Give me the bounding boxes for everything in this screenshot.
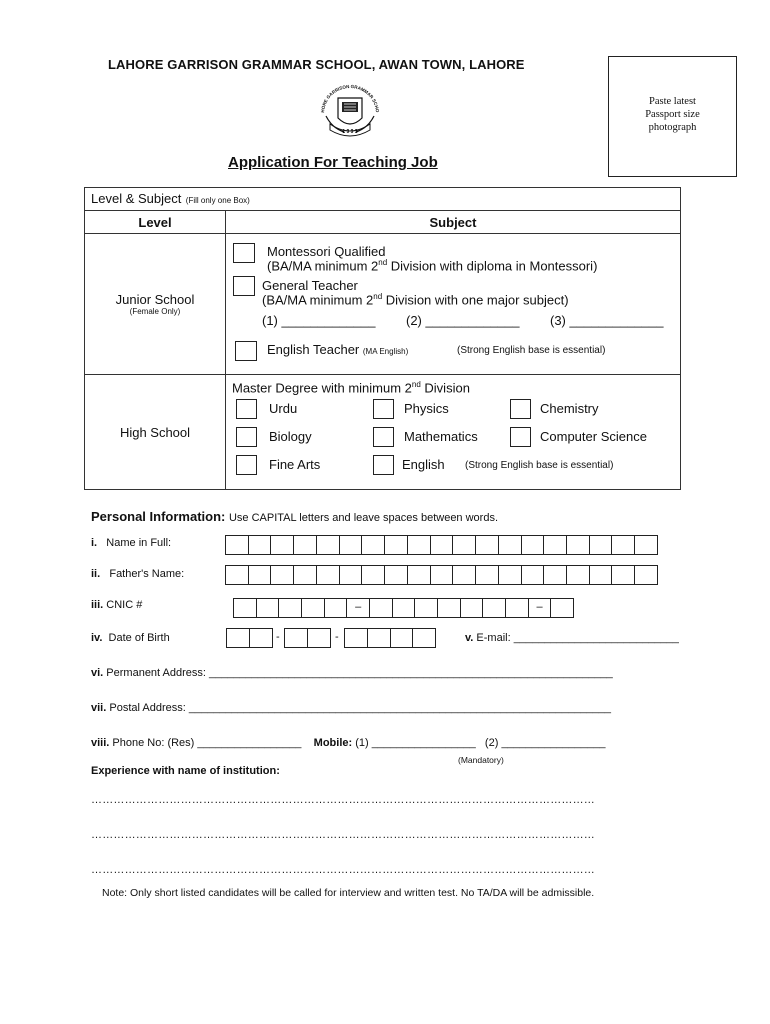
perm-num: vi.	[91, 667, 104, 679]
high-level-cell	[85, 375, 226, 490]
dob-sep-2: -	[335, 631, 339, 643]
dob-sep-1: -	[276, 631, 280, 643]
experience-line-1[interactable]: ………………………………………………………………………………………………………………………	[91, 794, 595, 806]
montessori-title: Montessori Qualified	[267, 244, 386, 259]
general-desc-b: Division with one major subject)	[382, 292, 569, 308]
high-english-note: (Strong English base is essential)	[465, 460, 614, 471]
personal-info-instruction: Use CAPITAL letters and leave spaces between words.	[228, 512, 499, 524]
cnic-label: CNIC #	[106, 599, 143, 611]
subject-chemistry: Chemistry	[540, 401, 599, 416]
subject-fine-arts: Fine Arts	[269, 457, 321, 472]
high-requirement-sup: nd	[411, 380, 421, 389]
junior-level-note: (Female Only)	[129, 307, 181, 316]
school-name: LAHORE GARRISON GRAMMAR SCHOOL, AWAN TOWN, LAHORE	[108, 57, 525, 72]
urdu-checkbox[interactable]	[236, 399, 257, 419]
phone-input[interactable]: _________________	[197, 737, 302, 749]
mathematics-checkbox[interactable]	[373, 427, 394, 447]
cnic-num: iii.	[91, 599, 104, 611]
photo-box	[608, 56, 737, 177]
photo-box-line: Passport size	[645, 109, 700, 120]
personal-info-title: Personal Information:	[91, 509, 226, 524]
subject-urdu: Urdu	[269, 401, 298, 416]
montessori-desc	[267, 258, 597, 273]
mobile-2-input[interactable]: _________________	[501, 737, 606, 749]
father-label: Father's Name:	[109, 568, 185, 580]
experience-label: Experience with name of institution:	[91, 765, 280, 777]
phone-label: Phone No: (Res)	[112, 737, 195, 749]
subject-option-3[interactable]: (3) _____________	[550, 313, 664, 328]
column-header-subject: Subject	[226, 211, 681, 234]
level-subject-table	[84, 187, 681, 490]
subject-option-1[interactable]: (1) _____________	[262, 313, 376, 328]
high-requirement	[232, 380, 470, 395]
email-label: E-mail:	[476, 632, 511, 644]
subject-english: English	[402, 457, 445, 472]
phone-num: viii.	[91, 737, 110, 749]
high-requirement-a: Master Degree with minimum 2	[232, 380, 412, 396]
general-teacher-title: General Teacher	[262, 278, 358, 293]
montessori-desc-b: Division with diploma in Montessori)	[387, 258, 598, 274]
dob-day-boxes[interactable]	[226, 628, 273, 648]
subject-option-2[interactable]: (2) _____________	[406, 313, 520, 328]
postal-address-row	[91, 702, 611, 714]
junior-level-cell	[85, 234, 226, 375]
english-teacher-note: (Strong English base is essential)	[457, 345, 606, 356]
postal-num: vii.	[91, 702, 107, 714]
english-teacher-row	[267, 342, 408, 357]
experience-line-2[interactable]: ………………………………………………………………………………………………………………………	[91, 829, 595, 841]
logo-year: 1 9 9 3	[342, 129, 358, 135]
postal-address-input[interactable]: _____________________________________________________________________	[188, 702, 611, 714]
permanent-address-row	[91, 667, 613, 679]
subject-physics: Physics	[404, 401, 449, 416]
junior-level-label: Junior School	[115, 292, 195, 307]
personal-info-heading	[91, 509, 498, 524]
high-subject-cell	[226, 375, 681, 490]
subject-biology: Biology	[269, 429, 312, 444]
dob-month-boxes[interactable]	[284, 628, 331, 648]
junior-subject-cell	[226, 234, 681, 375]
photo-box-line: Paste latest	[649, 96, 696, 107]
experience-line-3[interactable]: ………………………………………………………………………………………………………………………	[91, 864, 595, 876]
email-num: v.	[465, 632, 474, 644]
cnic-label-row	[91, 599, 142, 611]
subject-computer-science: Computer Science	[540, 429, 647, 444]
mobile-1-input[interactable]: _________________	[371, 737, 476, 749]
physics-checkbox[interactable]	[373, 399, 394, 419]
english-teacher-checkbox[interactable]	[235, 341, 257, 361]
general-desc-a: (BA/MA minimum 2	[262, 292, 374, 308]
dob-year-boxes[interactable]	[344, 628, 436, 648]
chemistry-checkbox[interactable]	[510, 399, 531, 419]
mobile-1-label: (1)	[355, 737, 369, 749]
english-checkbox[interactable]	[373, 455, 394, 475]
postal-label: Postal Address:	[109, 702, 186, 714]
cnic-input-boxes[interactable]	[233, 598, 574, 618]
footer-note: Note: Only short listed candidates will be called for interview and written test. No TA/DA will be admissible.	[102, 887, 595, 899]
montessori-desc-a: (BA/MA minimum 2	[267, 258, 379, 274]
perm-label: Permanent Address:	[106, 667, 206, 679]
general-teacher-checkbox[interactable]	[233, 276, 255, 296]
school-logo	[314, 80, 386, 146]
high-requirement-b: Division	[420, 380, 470, 396]
dob-label: Date of Birth	[108, 632, 170, 644]
dob-num: iv.	[91, 632, 103, 644]
mobile-2-label: (2)	[484, 737, 499, 749]
father-input-boxes[interactable]	[225, 565, 658, 585]
page-title: Application For Teaching Job	[228, 154, 438, 171]
permanent-address-input[interactable]: __________________________________________________________________	[209, 667, 613, 679]
mobile-label: Mobile:	[313, 737, 353, 749]
name-label: Name in Full:	[106, 537, 172, 549]
general-teacher-desc	[262, 292, 569, 307]
name-num: i.	[91, 537, 98, 549]
name-input-boxes[interactable]	[225, 535, 658, 555]
table-caption-note: (Fill only one Box)	[185, 196, 250, 205]
biology-checkbox[interactable]	[236, 427, 257, 447]
english-teacher-title: English Teacher	[267, 342, 360, 357]
cnic-dash-2: –	[529, 599, 552, 617]
column-header-level: Level	[85, 211, 226, 234]
email-row	[465, 632, 679, 644]
mandatory-note: (Mandatory)	[458, 755, 504, 765]
dob-label-row	[91, 632, 170, 644]
high-level-label: High School	[119, 424, 191, 440]
fine-arts-checkbox[interactable]	[236, 455, 257, 475]
montessori-checkbox[interactable]	[233, 243, 255, 263]
computer-science-checkbox[interactable]	[510, 427, 531, 447]
subject-mathematics: Mathematics	[404, 429, 478, 444]
email-input[interactable]: ___________________________	[513, 632, 679, 644]
table-caption: Level & Subject	[91, 191, 182, 206]
father-num: ii.	[91, 568, 101, 580]
cnic-dash-1: –	[347, 599, 370, 617]
montessori-sup: nd	[378, 258, 388, 267]
photo-box-line: photograph	[648, 122, 697, 133]
name-label-row	[91, 537, 171, 549]
general-sup: nd	[373, 292, 383, 301]
father-label-row	[91, 568, 184, 580]
english-teacher-small: (MA English)	[362, 347, 409, 356]
phone-row	[91, 737, 605, 749]
logo-arc-text: HORE GARRISON GRAMMAR SCHO	[320, 83, 380, 113]
